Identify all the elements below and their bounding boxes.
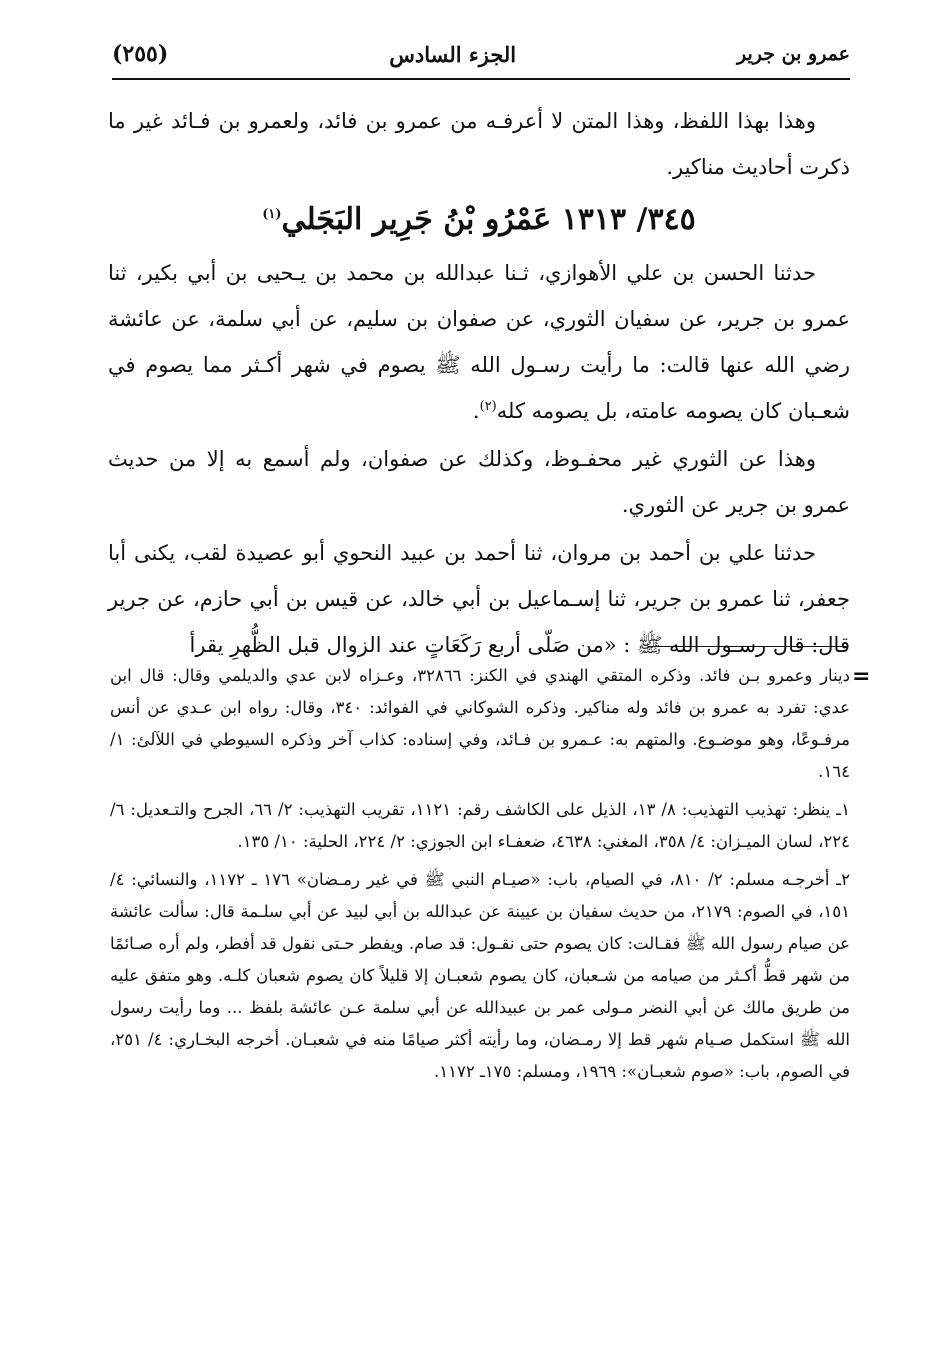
hadith-paragraph-2: حدثنا علي بن أحمد بن مروان، ثنا أحمد بن عبيد النحوي أبو عصيدة لقب، يكنى أبا جعفر، ثنا عمرو بن جرير، ثنا إسـماعيل بن أبي خالد، عن قيس بن أبي حازم، عن جرير قال: قال رسـول الله ﷺ : «من صَلّى أربع رَكَعَاتٍ عند الزوال قبل الظُّهرِ يقرأ xyxy=(108,541,850,657)
page-header xyxy=(112,30,850,80)
main-text xyxy=(108,98,850,670)
footnote-1: ١ـ ينظر: تهذيب التهذيب: ٨/ ١٣، الذيل على الكاشف رقم: ١١٢١، تقريب التهذيب: ٢/ ٦٦، الجرح والتـعديل: ٦/ ٢٢٤، لسان الميـزان: ٤/ ٣٥٨، المغني: ٤٦٣٨، ضعفـاء ابن الجوزي: ٢/ ٢٢٤، الحلية: ١٠/ ١٣٥. xyxy=(110,800,850,851)
comment-paragraph: وهذا عن الثوري غير محفـوظ، وكذلك عن صفوان، ولم أسمع به إلا من حديث عمرو بن جرير عن الثوري. xyxy=(108,447,850,517)
hadith-1-footnote-ref: (٢) xyxy=(479,399,497,414)
continuation-mark: = xyxy=(852,664,871,689)
intro-paragraph: وهذا بهذا اللفظ، وهذا المتن لا أعرفـه من عمرو بن فائد، ولعمرو بن فـائد غير ما ذكرت أحاديث مناكير. xyxy=(108,109,850,179)
footnote-2: ٢ـ أخرجـه مسلم: ٢/ ٨١٠، في الصيام، باب: «صيـام النبي ﷺ في غير رمـضان» ١٧٦ ـ ١١٧٢، والنسائي: ٤/ ١٥١، في الصوم: ٢١٧٩، من حديث سفيان بن عيينة عن عبدالله بن أبي لبيد عن أبي سلـمة قال: سألت عائشة عن صيام رسول الله ﷺ فقـالت: كان يصوم حتى نقـول: قد صام. ويفطر حـتى نقول قد أفطر، ولم أره صـائمًا من شهر قطُّ أكـثر من صيامه من شـعبان، كان يصوم شعبـان إلا قليلاً كان يصوم شعبان كلـه. وهو متفق عليه من طريق مالك عن أبي النضر مـولى عمر بن عبيدالله عن أبي سلمة عـن عائشة بلفظ ... وما رأيت رسول الله ﷺ استكمل صـيام شهر قط إلا رمـضان، وما رأيته أكثر صيامًا منه في شعبـان. أخرجه البخـاري: ٤/ ٢٥١، في الصوم، باب: «صوم شعبـان»: ١٩٦٩، ومسلم: ١٧٥ـ ١١٧٢. xyxy=(110,870,851,1081)
footnotes xyxy=(110,660,850,1094)
footnote-continued: دينار وعمرو بـن فائد. وذكره المتقي الهندي في الكنز: ٣٢٨٦٦، وعـزاه لابن عدي والديلمي وقال: قال ابن عدي: تفرد به عمرو بن فائد وله مناكير. وذكره الشوكاني في الفوائد: ٣٤٠، وقال: رواه ابن عـدي عن أنس مرفـوعًا، وهو موضـوع. والمتهم به: عـمرو بن فـائد، وفي إسناده: كذاب آخر وذكره السيوطي في اللآلئ: ١/ ١٦٤. xyxy=(110,666,850,781)
page-number: (٢٥٥) xyxy=(112,41,169,67)
entry-title-footnote-ref: (١) xyxy=(262,207,282,222)
entry-heading xyxy=(108,192,850,248)
running-title: عمرو بن جرير xyxy=(737,43,850,65)
hadith-paragraph-1: حدثنا الحسن بن علي الأهوازي، ثـنا عبدالله بن محمد بن يـحيى بن أبي بكير، ثنا عمرو بن جرير، عن سفيان الثوري، عن صفوان بن سليم، عن أبي سلمة، عن عائشة رضي الله عنها قالت: ما رأيت رسـول الله ﷺ يصوم في شهر أكـثر مما يصوم في شعـبان كان يصومه عامته، بل يصومه كله$^{(٢)}$. xyxy=(108,261,850,423)
hadith-1-text: حدثنا الحسن بن علي الأهوازي، ثـنا عبدالله بن محمد بن يـحيى بن أبي بكير، ثنا عمرو بن جرير، عن سفيان الثوري، عن صفوان بن سليم، عن أبي سلمة، عن عائشة رضي الله عنها قالت: ما رأيت رسـول الله ﷺ يصوم في شهر أكـثر مما يصوم في شعـبان كان يصومه عامته، بل يصومه كله xyxy=(108,261,850,423)
volume-title: الجزء السادس xyxy=(389,41,517,67)
footnote-separator xyxy=(648,646,846,647)
entry-title-text: ٣٤٥/ ١٣١٣ عَمْرُو بْنُ جَرِير البَجَلي xyxy=(281,202,696,237)
